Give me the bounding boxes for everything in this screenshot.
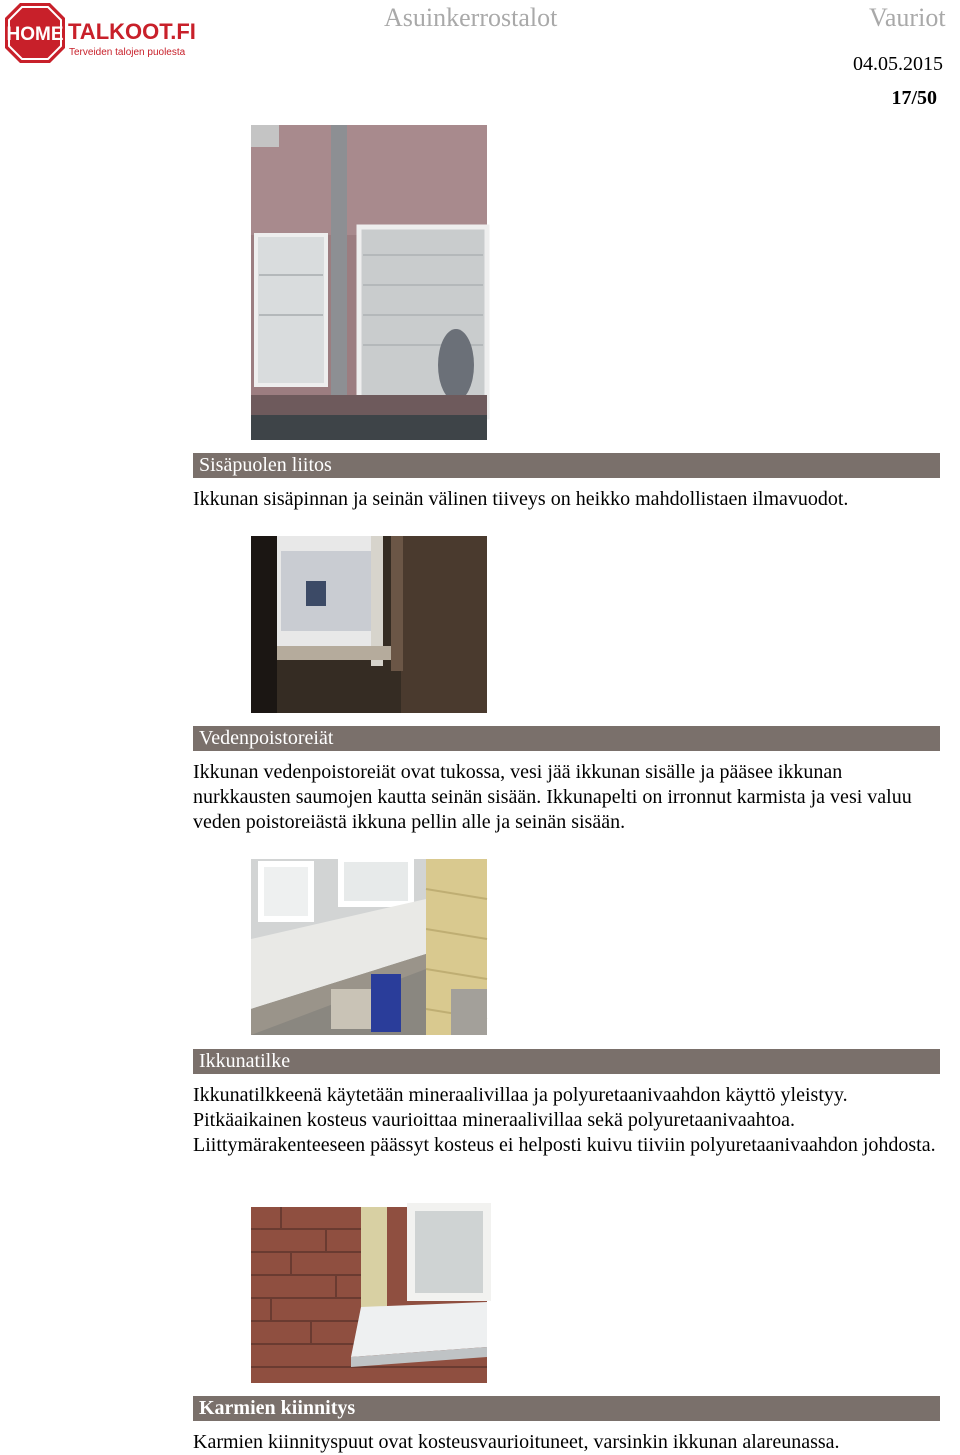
- logo-site-text: TALKOOT.FI: [68, 19, 196, 44]
- header-date: 04.05.2015: [853, 53, 943, 75]
- section-heading-vedenpoistoreiat: Vedenpoistoreiät: [193, 726, 940, 751]
- section-text-sisapuolen-liitos: Ikkunan sisäpinnan ja seinän välinen tiiveys on heikko mahdollistaen ilmavuodot.: [193, 488, 849, 510]
- section-text-karmien-kiinnitys: Karmien kiinnityspuut ovat kosteusvaurioituneet, varsinkin ikkunan alareunassa.: [193, 1431, 840, 1453]
- logo-home-text: HOME: [6, 24, 64, 45]
- photo-facade-windows: [251, 125, 487, 440]
- photo-brick-wall-window: [251, 1207, 487, 1383]
- header-title: Vauriot: [869, 3, 946, 32]
- section-heading-sisapuolen-liitos: Sisäpuolen liitos: [193, 453, 940, 478]
- section-text-vedenpoistoreiat: Ikkunan vedenpoistoreiät ovat tukossa, vesi jää ikkunan sisälle ja pääsee ikkunan nurkkausten saumojen kautta seinän sisään. Ikkunapelti on irronnut karmista ja vesi valuu veden poistoreiästä ikkuna pellin alle ja seinän sisään.: [193, 761, 912, 833]
- section-heading-karmien-kiinnitys: Karmien kiinnitys: [193, 1396, 940, 1421]
- homeltalkoot-logo: [4, 2, 196, 64]
- section-heading-ikkunatilke: Ikkunatilke: [193, 1049, 940, 1074]
- logo-tagline: Terveiden talojen puolesta: [69, 47, 186, 58]
- page-number: 17/50: [891, 87, 937, 109]
- photo-window-sill: [251, 859, 487, 1035]
- section-text-ikkunatilke: Ikkunatilkkeenä käytetään mineraalivillaa ja polyuretaanivaahdon käyttö yleistyy. Pitkäaikainen kosteus vaurioittaa mineraalivillaa sekä polyuretaanivaahtoa. Liittymärakenteeseen päässyt kosteus ei helposti kuivu tiiviin polyuretaanivaahdon johdosta.: [193, 1084, 936, 1156]
- photo-window-corner: [251, 536, 487, 713]
- header-category: Asuinkerrostalot: [384, 3, 558, 32]
